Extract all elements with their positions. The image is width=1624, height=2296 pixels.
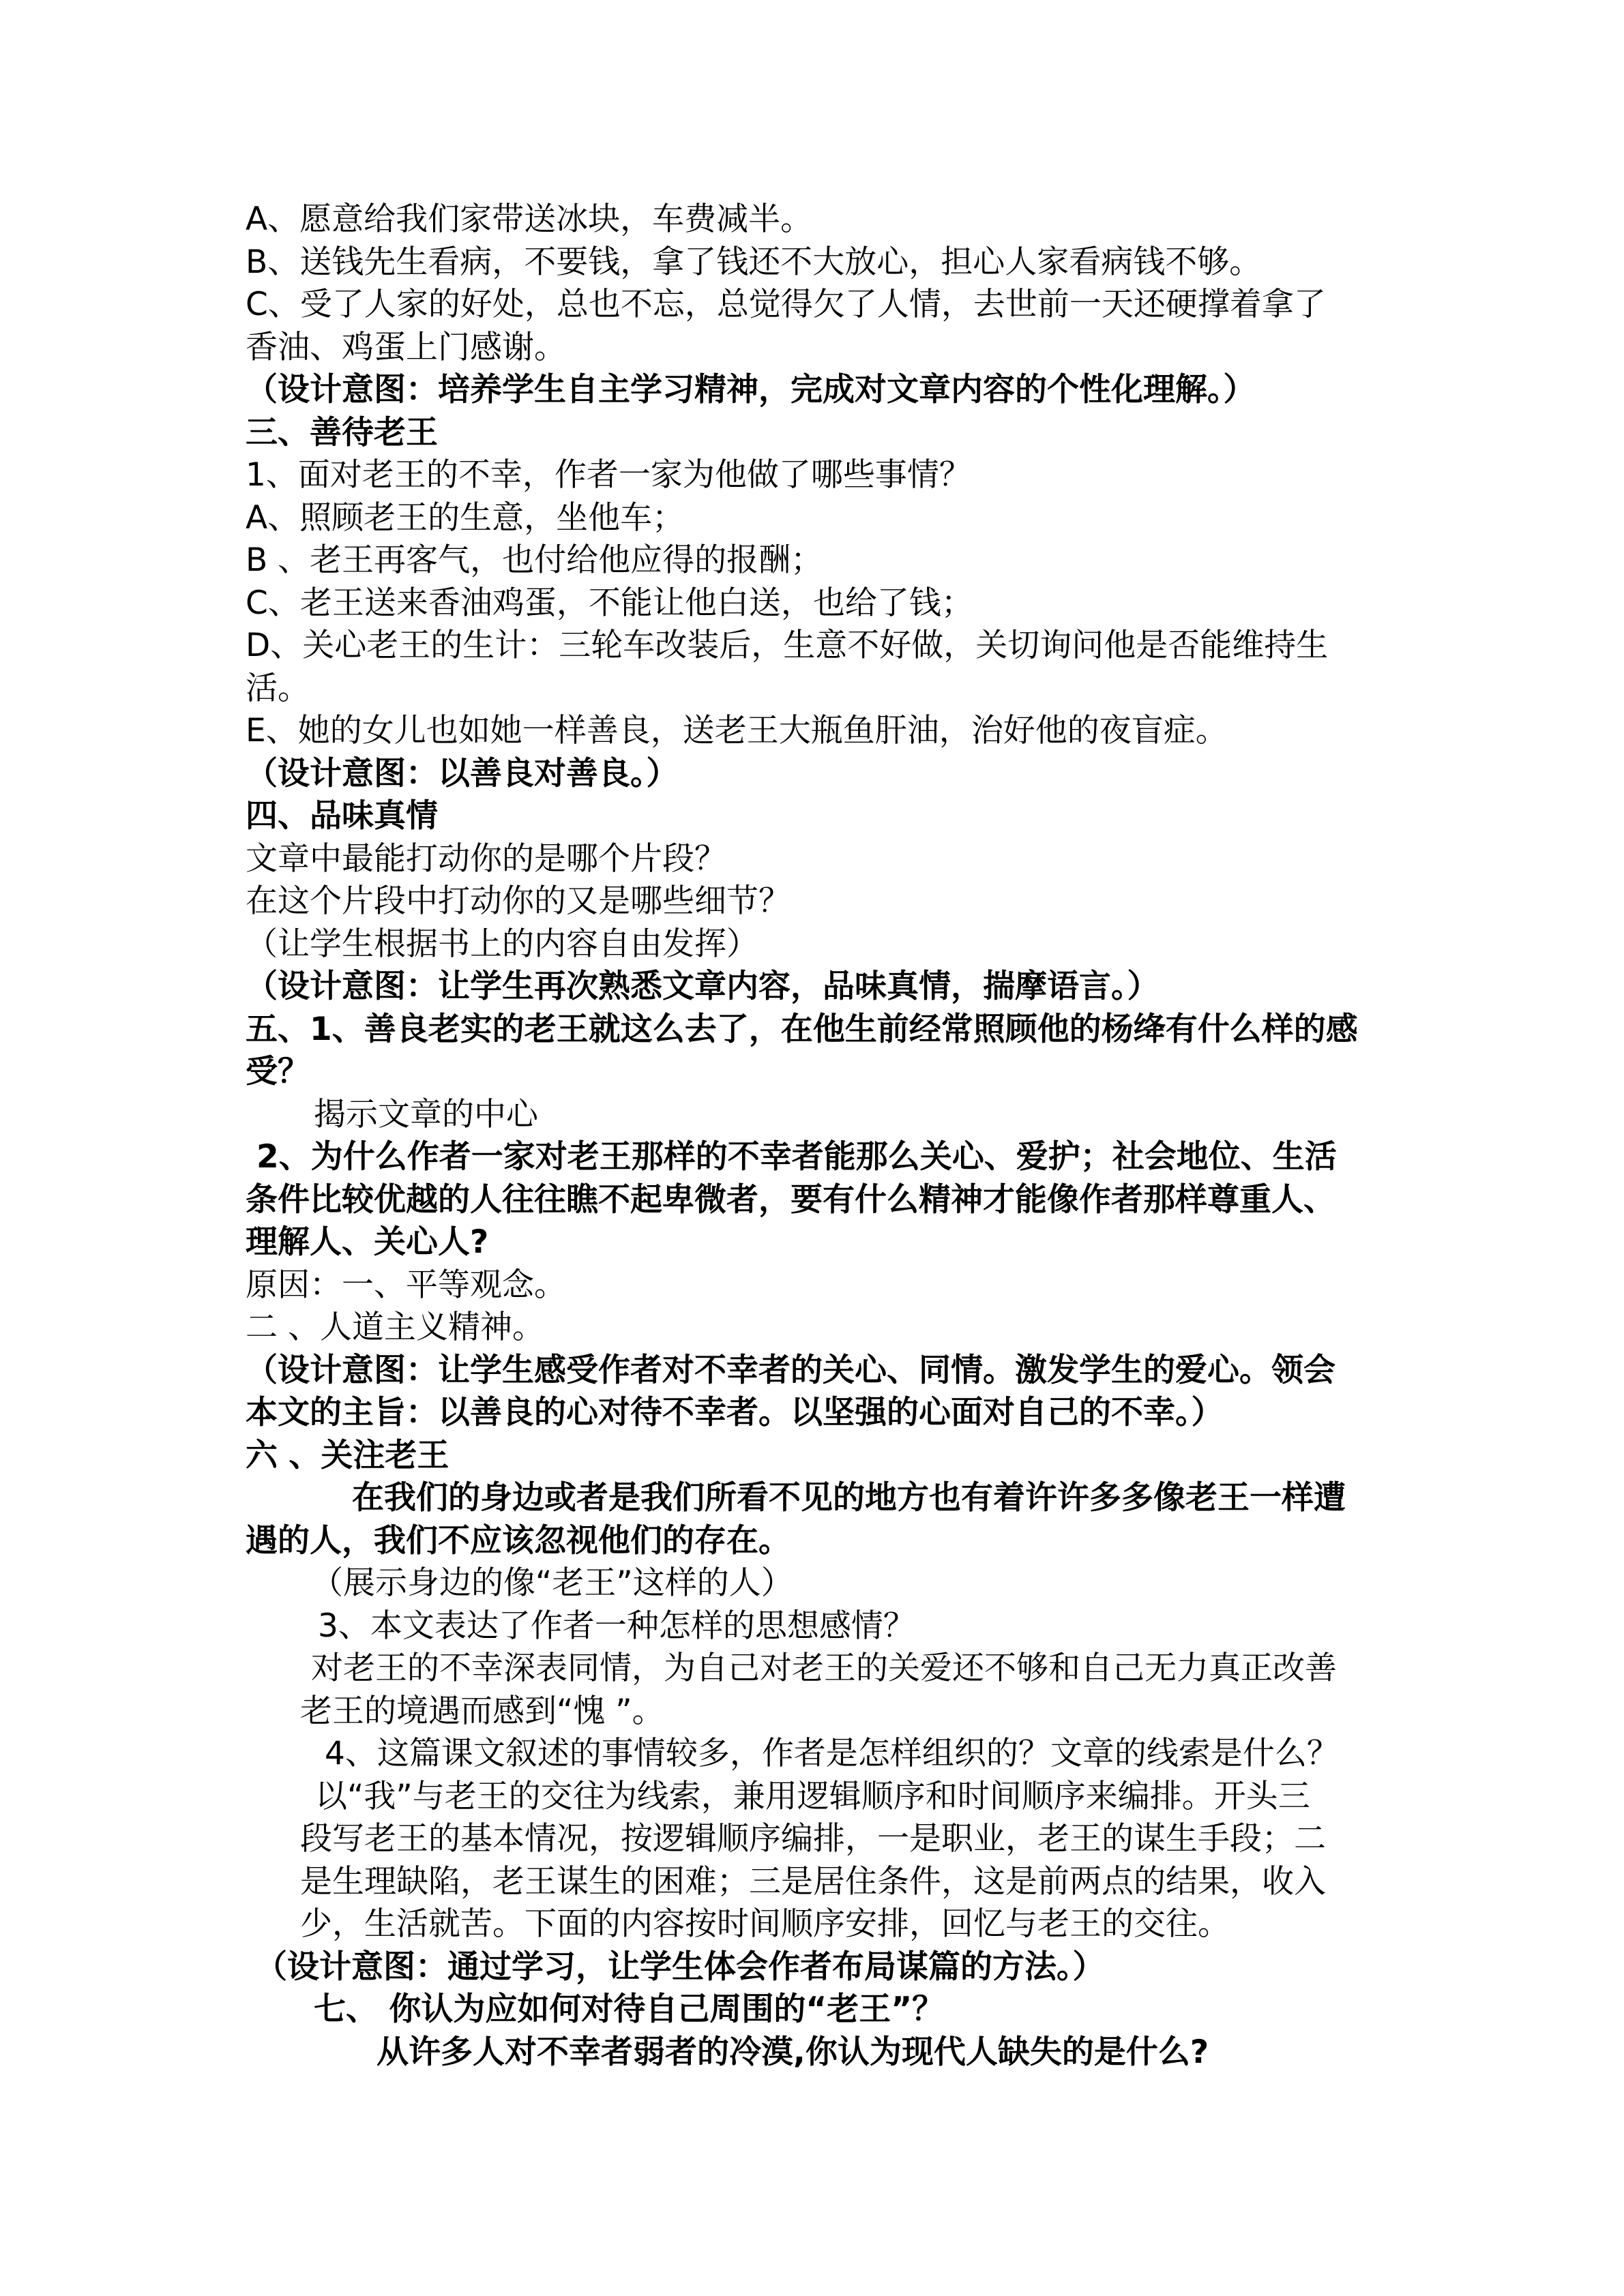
design-intent-note: （设计意图：以善良对善良。） — [246, 755, 679, 792]
question-4: 4、这篇课文叙述的事情较多，作者是怎样组织的？文章的线索是什么？ — [325, 1735, 1339, 1772]
prompt-line: 文章中最能打动你的是哪个片段？ — [246, 840, 726, 878]
design-intent-note: （设计意图：让学生再次熟悉文章内容，品味真情，揣摩语言。） — [246, 968, 1160, 1005]
design-intent-note: （设计意图：培养学生自主学习精神，完成对文章内容的个性化理解。） — [246, 371, 1256, 408]
section-heading-5-continuation: 受？ — [246, 1053, 310, 1090]
note-line: （展示身边的像“老王”这样的人） — [311, 1564, 793, 1602]
answer-d-continuation: 活。 — [246, 670, 310, 707]
design-intent-note: （设计意图：让学生感受作者对不幸者的关心、同情。激发学生的爱心。领会 — [246, 1352, 1335, 1389]
section-heading-4: 四、品味真情 — [246, 797, 438, 835]
answer-4-continuation: 段写老王的基本情况，按逻辑顺序编排，一是职业，老王的谋生手段；二 — [300, 1820, 1326, 1858]
design-intent-note: （设计意图：通过学习，让学生体会作者布局谋篇的方法。） — [255, 1948, 1105, 1986]
question-7: 从许多人对不幸者弱者的冷漠,你认为现代人缺失的是什么? — [377, 2033, 1209, 2071]
question-1: 1、面对老王的不幸，作者一家为他做了哪些事情？ — [246, 456, 971, 494]
answer-4: 以“我”与老王的交往为线索，兼用逻辑顺序和时间顺序来编排。开头三 — [315, 1778, 1310, 1815]
section-heading-5: 五、1、善良老实的老王就这么去了，在他生前经常照顾他的杨绛有什么样的感 — [246, 1011, 1358, 1048]
section-heading-7: 七、 你认为应如何对待自己周围的“老王”？ — [314, 1991, 945, 2028]
section-heading-3: 三、善待老王 — [246, 414, 438, 451]
answer-3: 对老王的不幸深表同情，为自己对老王的关爱还不够和自己无力真正改善 — [311, 1650, 1337, 1687]
question-3: 3、本文表达了作者一种怎样的思想感情？ — [318, 1607, 915, 1645]
answer-a: A、照顾老王的生意，坐他车； — [246, 499, 685, 537]
center-theme-line: 揭示文章的中心 — [314, 1096, 538, 1133]
section-heading-6: 六 、关注老王 — [246, 1437, 449, 1474]
question-2: 2、为什么作者一家对老王那样的不幸者能那么关心、爱护；社会地位、生活 — [256, 1138, 1337, 1176]
answer-d: D、关心老王的生计：三轮车改装后，生意不好做，关切询问他是否能维持生 — [246, 627, 1329, 664]
option-c-line: C、受了人家的好处，总也不忘，总觉得欠了人情，去世前一天还硬撑着拿了 — [246, 286, 1326, 323]
answer-e: E、她的女儿也如她一样善良，送老王大瓶鱼肝油，治好他的夜盲症。 — [246, 712, 1228, 749]
answer-4-continuation: 少，生活就苦。下面的内容按时间顺序安排，回忆与老王的交往。 — [300, 1905, 1230, 1943]
option-a-line: A、愿意给我们家带送冰块，车费减半。 — [246, 200, 813, 238]
question-2-continuation: 理解人、关心人? — [246, 1223, 489, 1261]
prompt-line: （让学生根据书上的内容自由发挥） — [246, 925, 758, 963]
reason-line: 二 、人道主义精神。 — [246, 1309, 544, 1346]
answer-c: C、老王送来香油鸡蛋，不能让他白送，也给了钱； — [246, 584, 973, 622]
option-c-continuation: 香油、鸡蛋上门感谢。 — [246, 329, 566, 366]
reason-line: 原因：一、平等观念。 — [246, 1266, 566, 1304]
option-b-line: B、送钱先生看病，不要钱，拿了钱还不大放心，担心人家看病钱不够。 — [246, 243, 1262, 281]
answer-b: B 、老王再客气，也付给他应得的报酬； — [246, 541, 823, 579]
design-intent-note-continuation: 本文的主旨：以善良的心对待不幸者。以坚强的心面对自己的不幸。） — [246, 1394, 1224, 1431]
answer-3-continuation: 老王的境遇而感到“愧 ”。 — [300, 1693, 664, 1730]
paragraph-line: 在我们的身边或者是我们所看不见的地方也有着许许多多像老王一样遭 — [352, 1479, 1346, 1517]
question-2-continuation: 条件比较优越的人往往瞧不起卑微者，要有什么精神才能像作者那样尊重人、 — [246, 1181, 1335, 1219]
prompt-line: 在这个片段中打动你的又是哪些细节？ — [246, 882, 791, 920]
answer-4-continuation: 是生理缺陷，老王谋生的困难；三是居住条件，这是前两点的结果，收入 — [300, 1863, 1326, 1900]
paragraph-line: 遇的人，我们不应该忽视他们的存在。 — [246, 1522, 791, 1560]
